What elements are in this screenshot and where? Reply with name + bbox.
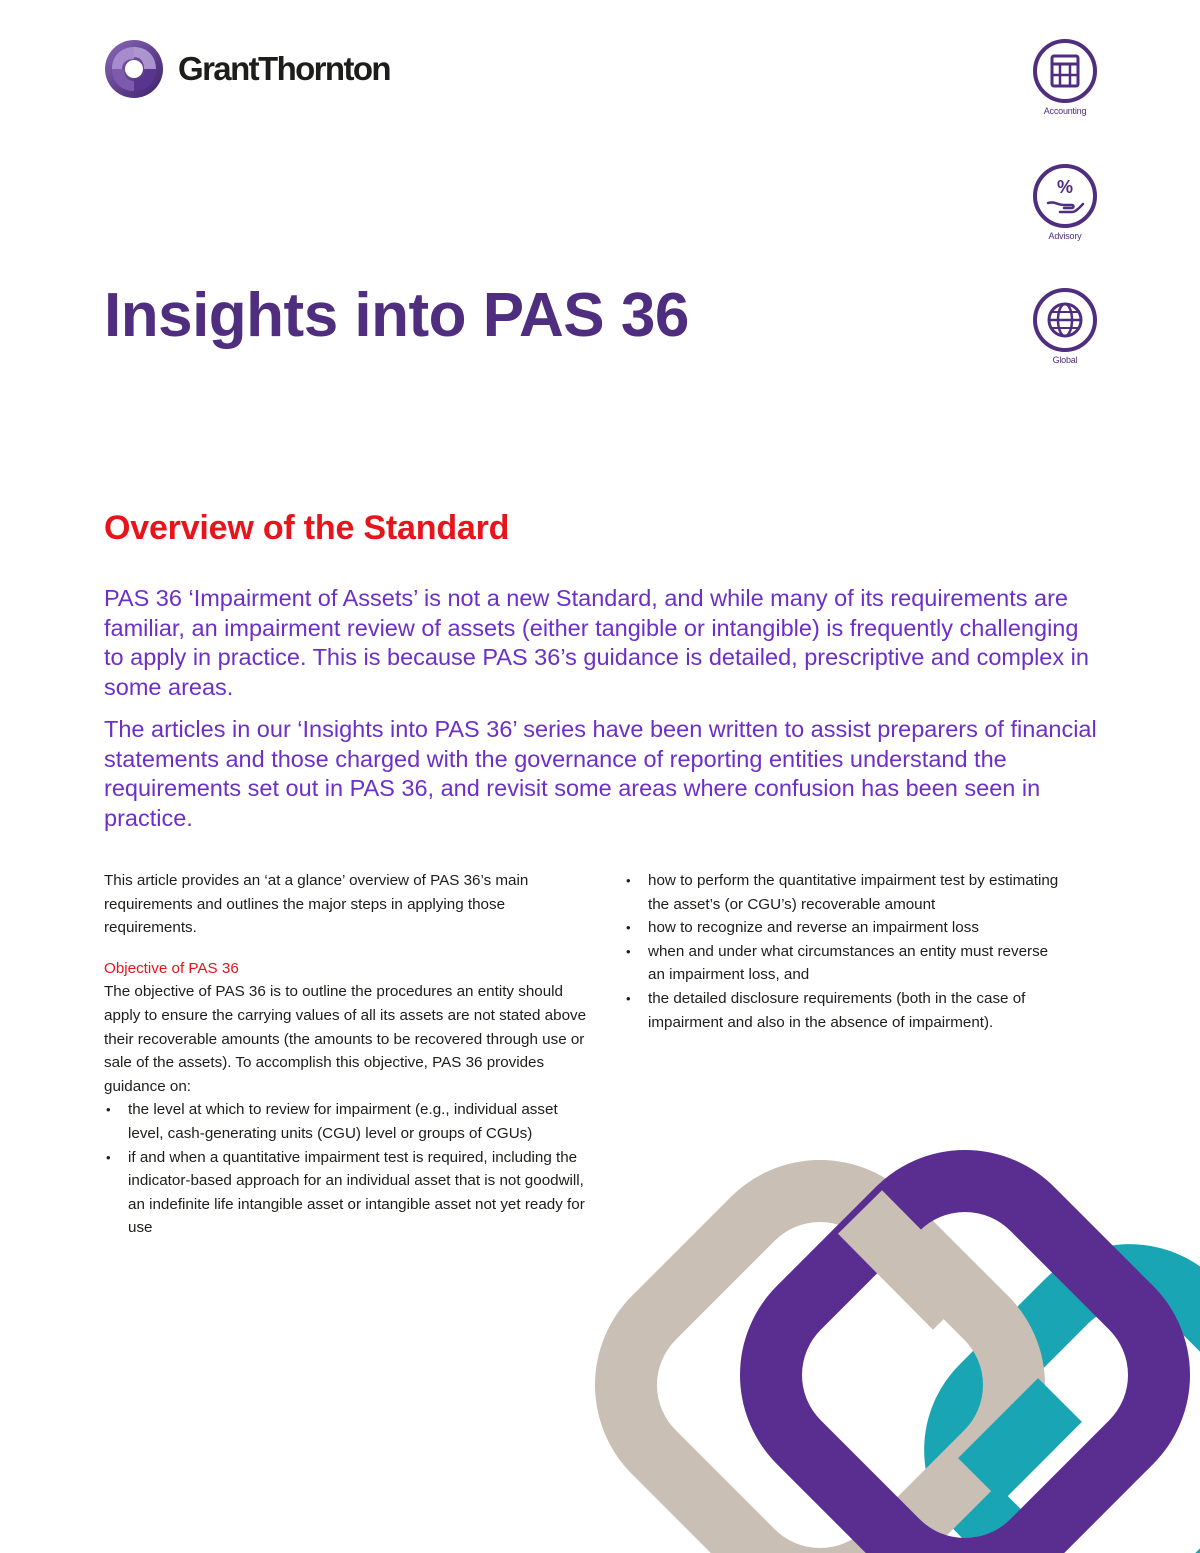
brand-name: GrantThornton: [178, 50, 390, 87]
list-item: • how to recognize and reverse an impairment loss: [624, 916, 1064, 940]
calculator-icon: [1032, 38, 1098, 104]
objective-heading: Objective of PAS 36: [104, 959, 239, 977]
globe-icon: [1032, 287, 1098, 353]
intro-text: [104, 584, 1104, 846]
accounting-label: Accounting: [1043, 106, 1087, 116]
interlocking-shapes-graphic: [560, 1150, 1200, 1553]
list-item: • the detailed disclosure requirements (both in the case of impairment and also in the absence of impairment).: [624, 987, 1064, 1034]
intro-paragraph-2: The articles in our ‘Insights into PAS 36’ series have been written to assist preparers of financial statements and those charged with the governance of reporting entities understand the requirements set out in PAS 36, and revisit some areas where confusion has been seen in practice.: [104, 716, 1097, 831]
list-item: • if and when a quantitative impairment test is required, including the indicator-based approach for an individual asset that is not goodwill, an indefinite life intangible asset or intangible asset not yet ready for use: [104, 1146, 596, 1240]
body-column-left: [104, 869, 596, 1240]
advisory-badge: [1030, 163, 1100, 241]
lead-paragraph: This article provides an ‘at a glance’ overview of PAS 36’s main requirements and outlines the major steps in applying those requirements.: [104, 872, 529, 937]
section-heading: Overview of the Standard: [104, 509, 510, 547]
intro-paragraph-1: PAS 36 ‘Impairment of Assets’ is not a new Standard, and while many of its requirements are familiar, an impairment review of assets (either tangible or intangible) is frequently challenging to apply in practice. This is because PAS 36’s guidance is detailed, prescriptive and complex in some areas.: [104, 585, 1089, 700]
list-item: • how to perform the quantitative impairment test by estimating the asset’s (or CGU’s) recoverable amount: [624, 869, 1064, 916]
list-item: • the level at which to review for impairment (e.g., individual asset level, cash-generating units (CGU) level or groups of CGUs): [104, 1098, 596, 1145]
objective-paragraph: The objective of PAS 36 is to outline the procedures an entity should apply to ensure the carrying values of all its assets are not stated above their recoverable amounts (the amounts to be recovered through use or sale of the assets). To accomplish this objective, PAS 36 provides guidance on:: [104, 983, 587, 1095]
grey-weave: [860, 1212, 955, 1308]
percent-hand-icon: [1032, 163, 1098, 229]
guidance-list-left: [104, 1098, 596, 1240]
guidance-list-right: [624, 869, 1064, 1034]
grant-thornton-swirl-icon: [104, 39, 164, 99]
svg-text:%: %: [1056, 177, 1074, 197]
advisory-label: Advisory: [1048, 231, 1082, 241]
list-item: • when and under what circumstances an entity must reverse an impairment loss, and: [624, 940, 1064, 987]
page-title: Insights into PAS 36: [104, 281, 689, 350]
grant-thornton-logo: [104, 38, 390, 100]
body-column-right: [624, 869, 1064, 1034]
global-badge: [1030, 287, 1100, 365]
accounting-badge: [1030, 38, 1100, 116]
global-label: Global: [1052, 355, 1078, 365]
